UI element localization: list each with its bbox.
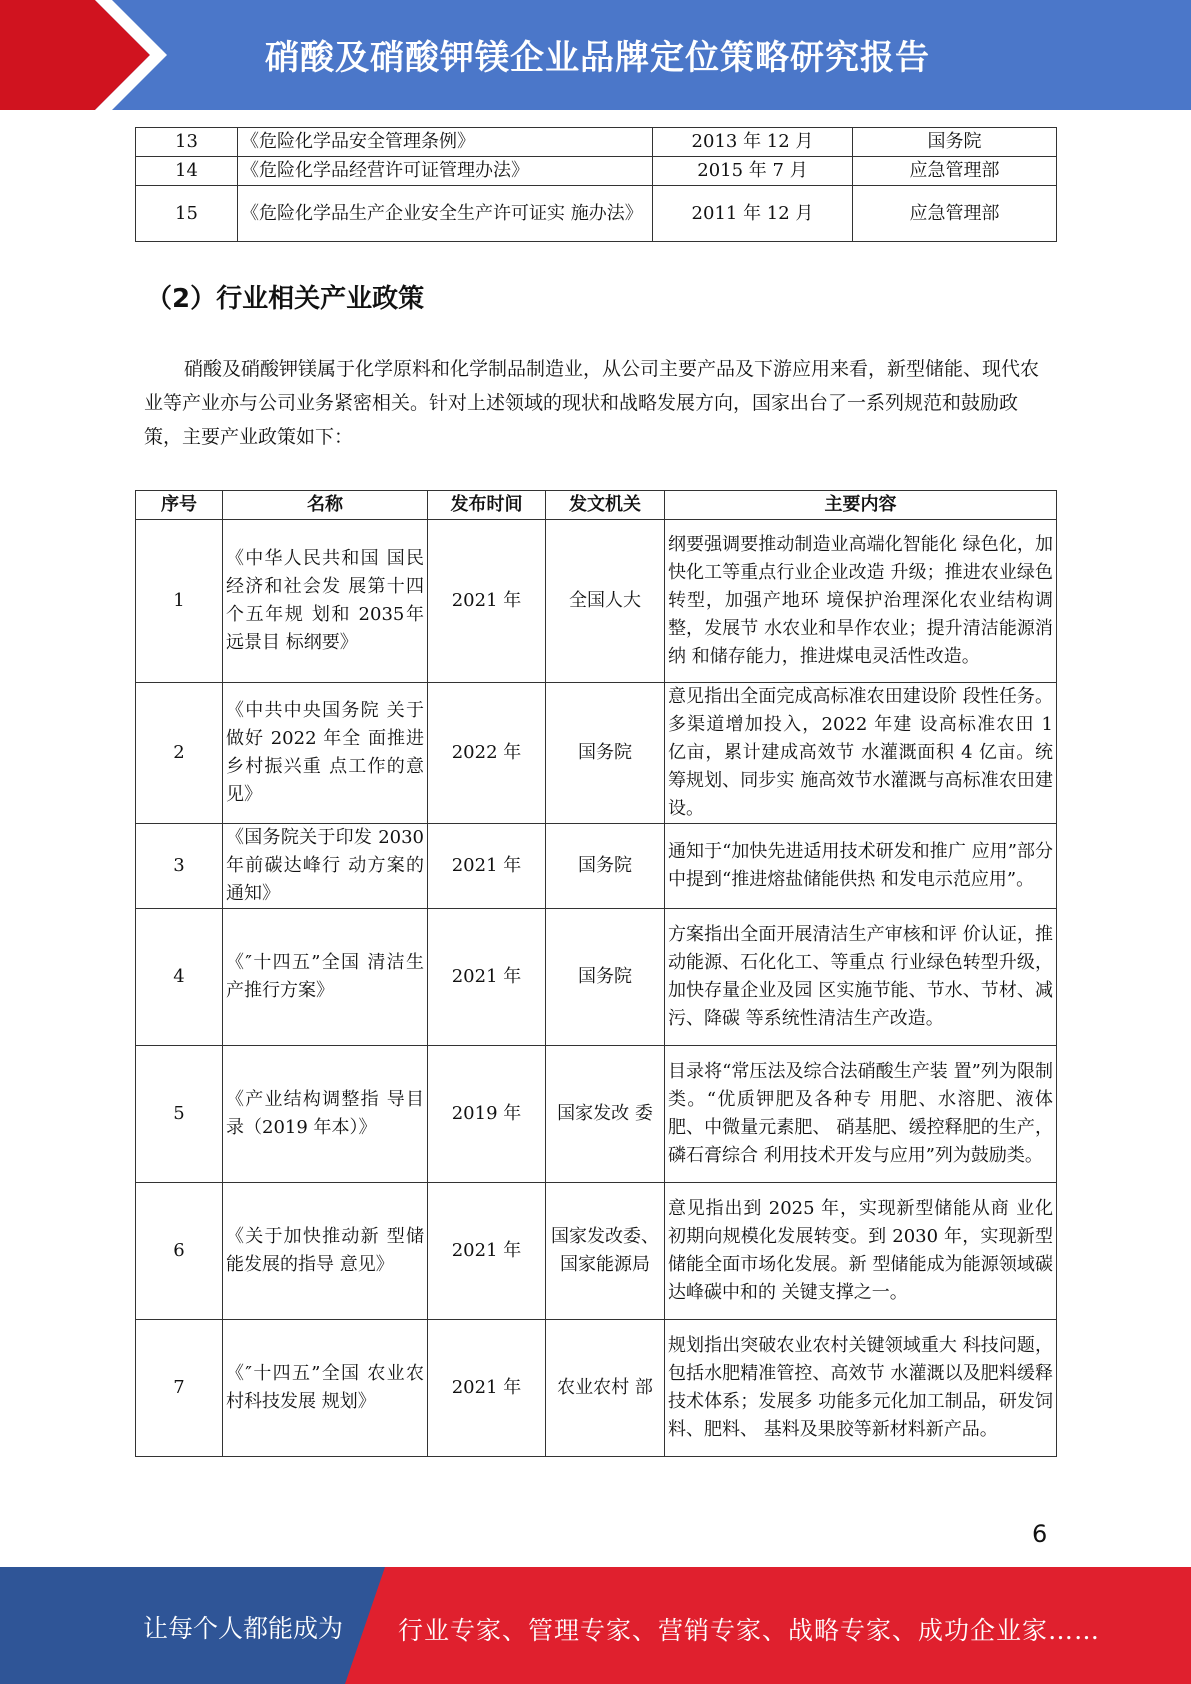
issue-date: 2013 年 12 月 bbox=[653, 128, 853, 157]
regulation-table bbox=[135, 127, 1057, 242]
policy-name: 《中华人民共和国 国民经济和社会发 展第十四个五年规 划和 2035年远景目 标纲要》 bbox=[223, 520, 428, 683]
issuing-agency: 全国人大 bbox=[546, 520, 665, 683]
section-heading: （2）行业相关产业政策 bbox=[146, 284, 425, 314]
publish-date: 2019 年 bbox=[428, 1046, 546, 1183]
publish-date: 2021 年 bbox=[428, 520, 546, 683]
issuing-agency: 国务院 bbox=[853, 128, 1057, 157]
footer-slogan-right: 行业专家、管理专家、营销专家、战略专家、成功企业家…… bbox=[398, 1616, 1101, 1645]
table-row bbox=[136, 1320, 1057, 1457]
issuing-agency: 应急管理部 bbox=[853, 186, 1057, 242]
publish-date: 2022 年 bbox=[428, 683, 546, 824]
policy-name: 《″十四五”全国 清洁生产推行方案》 bbox=[223, 909, 428, 1046]
regulation-name: 《危险化学品经营许可证管理办法》 bbox=[238, 157, 653, 186]
row-number: 7 bbox=[136, 1320, 223, 1457]
regulation-name: 《危险化学品生产企业安全生产许可证实 施办法》 bbox=[238, 186, 653, 242]
issuing-agency: 国家发改 委 bbox=[546, 1046, 665, 1183]
policy-content: 方案指出全面开展清洁生产审核和评 价认证，推动能源、石化化工、等重点 行业绿色转型升级，加快存量企业及园 区实施节能、节水、节材、减污、降碳 等系统性清洁生产改造。 bbox=[665, 909, 1057, 1046]
issue-date: 2015 年 7 月 bbox=[653, 157, 853, 186]
policy-name: 《″十四五”全国 农业农村科技发展 规划》 bbox=[223, 1320, 428, 1457]
issuing-agency: 国家发改委、国家能源局 bbox=[546, 1183, 665, 1320]
page-number: 6 bbox=[1032, 1520, 1048, 1548]
table-row bbox=[136, 157, 1057, 186]
table-header-row bbox=[136, 491, 1057, 520]
footer-slogan-left: 让每个人都能成为 bbox=[143, 1614, 344, 1643]
issuing-agency: 国务院 bbox=[546, 683, 665, 824]
page-footer bbox=[0, 1567, 1191, 1684]
table-row bbox=[136, 1183, 1057, 1320]
column-header-no: 序号 bbox=[136, 491, 223, 520]
regulation-name: 《危险化学品安全管理条例》 bbox=[238, 128, 653, 157]
report-title: 硝酸及硝酸钾镁企业品牌定位策略研究报告 bbox=[265, 38, 930, 78]
publish-date: 2021 年 bbox=[428, 909, 546, 1046]
table-row bbox=[136, 1046, 1057, 1183]
publish-date: 2021 年 bbox=[428, 1183, 546, 1320]
column-header-content: 主要内容 bbox=[665, 491, 1057, 520]
policy-name: 《国务院关于印发 2030 年前碳达峰行 动方案的通知》 bbox=[223, 824, 428, 909]
issuing-agency: 应急管理部 bbox=[853, 157, 1057, 186]
policy-content: 意见指出到 2025 年，实现新型储能从商 业化初期向规模化发展转变。到 2030 年，实现新型储能全面市场化发展。新 型储能成为能源领域碳达峰碳中和的 关键支撑之一。 bbox=[665, 1183, 1057, 1320]
row-number: 3 bbox=[136, 824, 223, 909]
table-row bbox=[136, 128, 1057, 157]
policy-name: 《中共中央国务院 关于做好 2022 年全 面推进乡村振兴重 点工作的意见》 bbox=[223, 683, 428, 824]
intro-paragraph: 硝酸及硝酸钾镁属于化学原料和化学制品制造业，从公司主要产品及下游应用来看，新型储能、现代农业等产业亦与公司业务紧密相关。针对上述领域的现状和战略发展方向，国家出台了一系列规范和鼓励政策，主要产业政策如下： bbox=[144, 358, 1040, 448]
row-number: 6 bbox=[136, 1183, 223, 1320]
policy-name: 《产业结构调整指 导目录（2019 年本）》 bbox=[223, 1046, 428, 1183]
table-row bbox=[136, 186, 1057, 242]
policy-content: 通知于“加快先进适用技术研发和推广 应用”部分中提到“推进熔盐储能供热 和发电示范应用”。 bbox=[665, 824, 1057, 909]
table-row bbox=[136, 909, 1057, 1046]
publish-date: 2021 年 bbox=[428, 1320, 546, 1457]
row-number: 13 bbox=[136, 128, 238, 157]
policy-content: 纲要强调要推动制造业高端化智能化 绿色化，加快化工等重点行业企业改造 升级；推进农业绿色转型，加强产地环 境保护治理深化农业结构调整，发展节 水农业和旱作农业；提升清洁能源消纳 和储存能力，推进煤电灵活性改造。 bbox=[665, 520, 1057, 683]
publish-date: 2021 年 bbox=[428, 824, 546, 909]
table-row bbox=[136, 520, 1057, 683]
row-number: 4 bbox=[136, 909, 223, 1046]
policy-table bbox=[135, 490, 1057, 1457]
row-number: 14 bbox=[136, 157, 238, 186]
column-header-name: 名称 bbox=[223, 491, 428, 520]
issuing-agency: 国务院 bbox=[546, 824, 665, 909]
issuing-agency: 农业农村 部 bbox=[546, 1320, 665, 1457]
column-header-agency: 发文机关 bbox=[546, 491, 665, 520]
page-header bbox=[0, 0, 1191, 110]
policy-content: 目录将“常压法及综合法硝酸生产装 置”列为限制类。“优质钾肥及各种专 用肥、水溶肥、液体肥、中微量元素肥、 硝基肥、缓控释肥的生产，磷石膏综合 利用技术开发与应用”列为鼓励类。 bbox=[665, 1046, 1057, 1183]
policy-content: 规划指出突破农业农村关键领域重大 科技问题，包括水肥精准管控、高效节 水灌溉以及肥料缓释技术体系；发展多 功能多元化加工制品，研发饲料、肥料、 基料及果胶等新材料新产品。 bbox=[665, 1320, 1057, 1457]
policy-name: 《关于加快推动新 型储能发展的指导 意见》 bbox=[223, 1183, 428, 1320]
issue-date: 2011 年 12 月 bbox=[653, 186, 853, 242]
table-row bbox=[136, 683, 1057, 824]
row-number: 1 bbox=[136, 520, 223, 683]
policy-content: 意见指出全面完成高标准农田建设阶 段性任务。多渠道增加投入，2022 年建 设高标准农田 1 亿亩，累计建成高效节 水灌溉面积 4 亿亩。统筹规划、同步实 施高效节水灌溉与高标准农田建设。 bbox=[665, 683, 1057, 824]
issuing-agency: 国务院 bbox=[546, 909, 665, 1046]
table-row bbox=[136, 824, 1057, 909]
row-number: 5 bbox=[136, 1046, 223, 1183]
row-number: 15 bbox=[136, 186, 238, 242]
row-number: 2 bbox=[136, 683, 223, 824]
column-header-date: 发布时间 bbox=[428, 491, 546, 520]
